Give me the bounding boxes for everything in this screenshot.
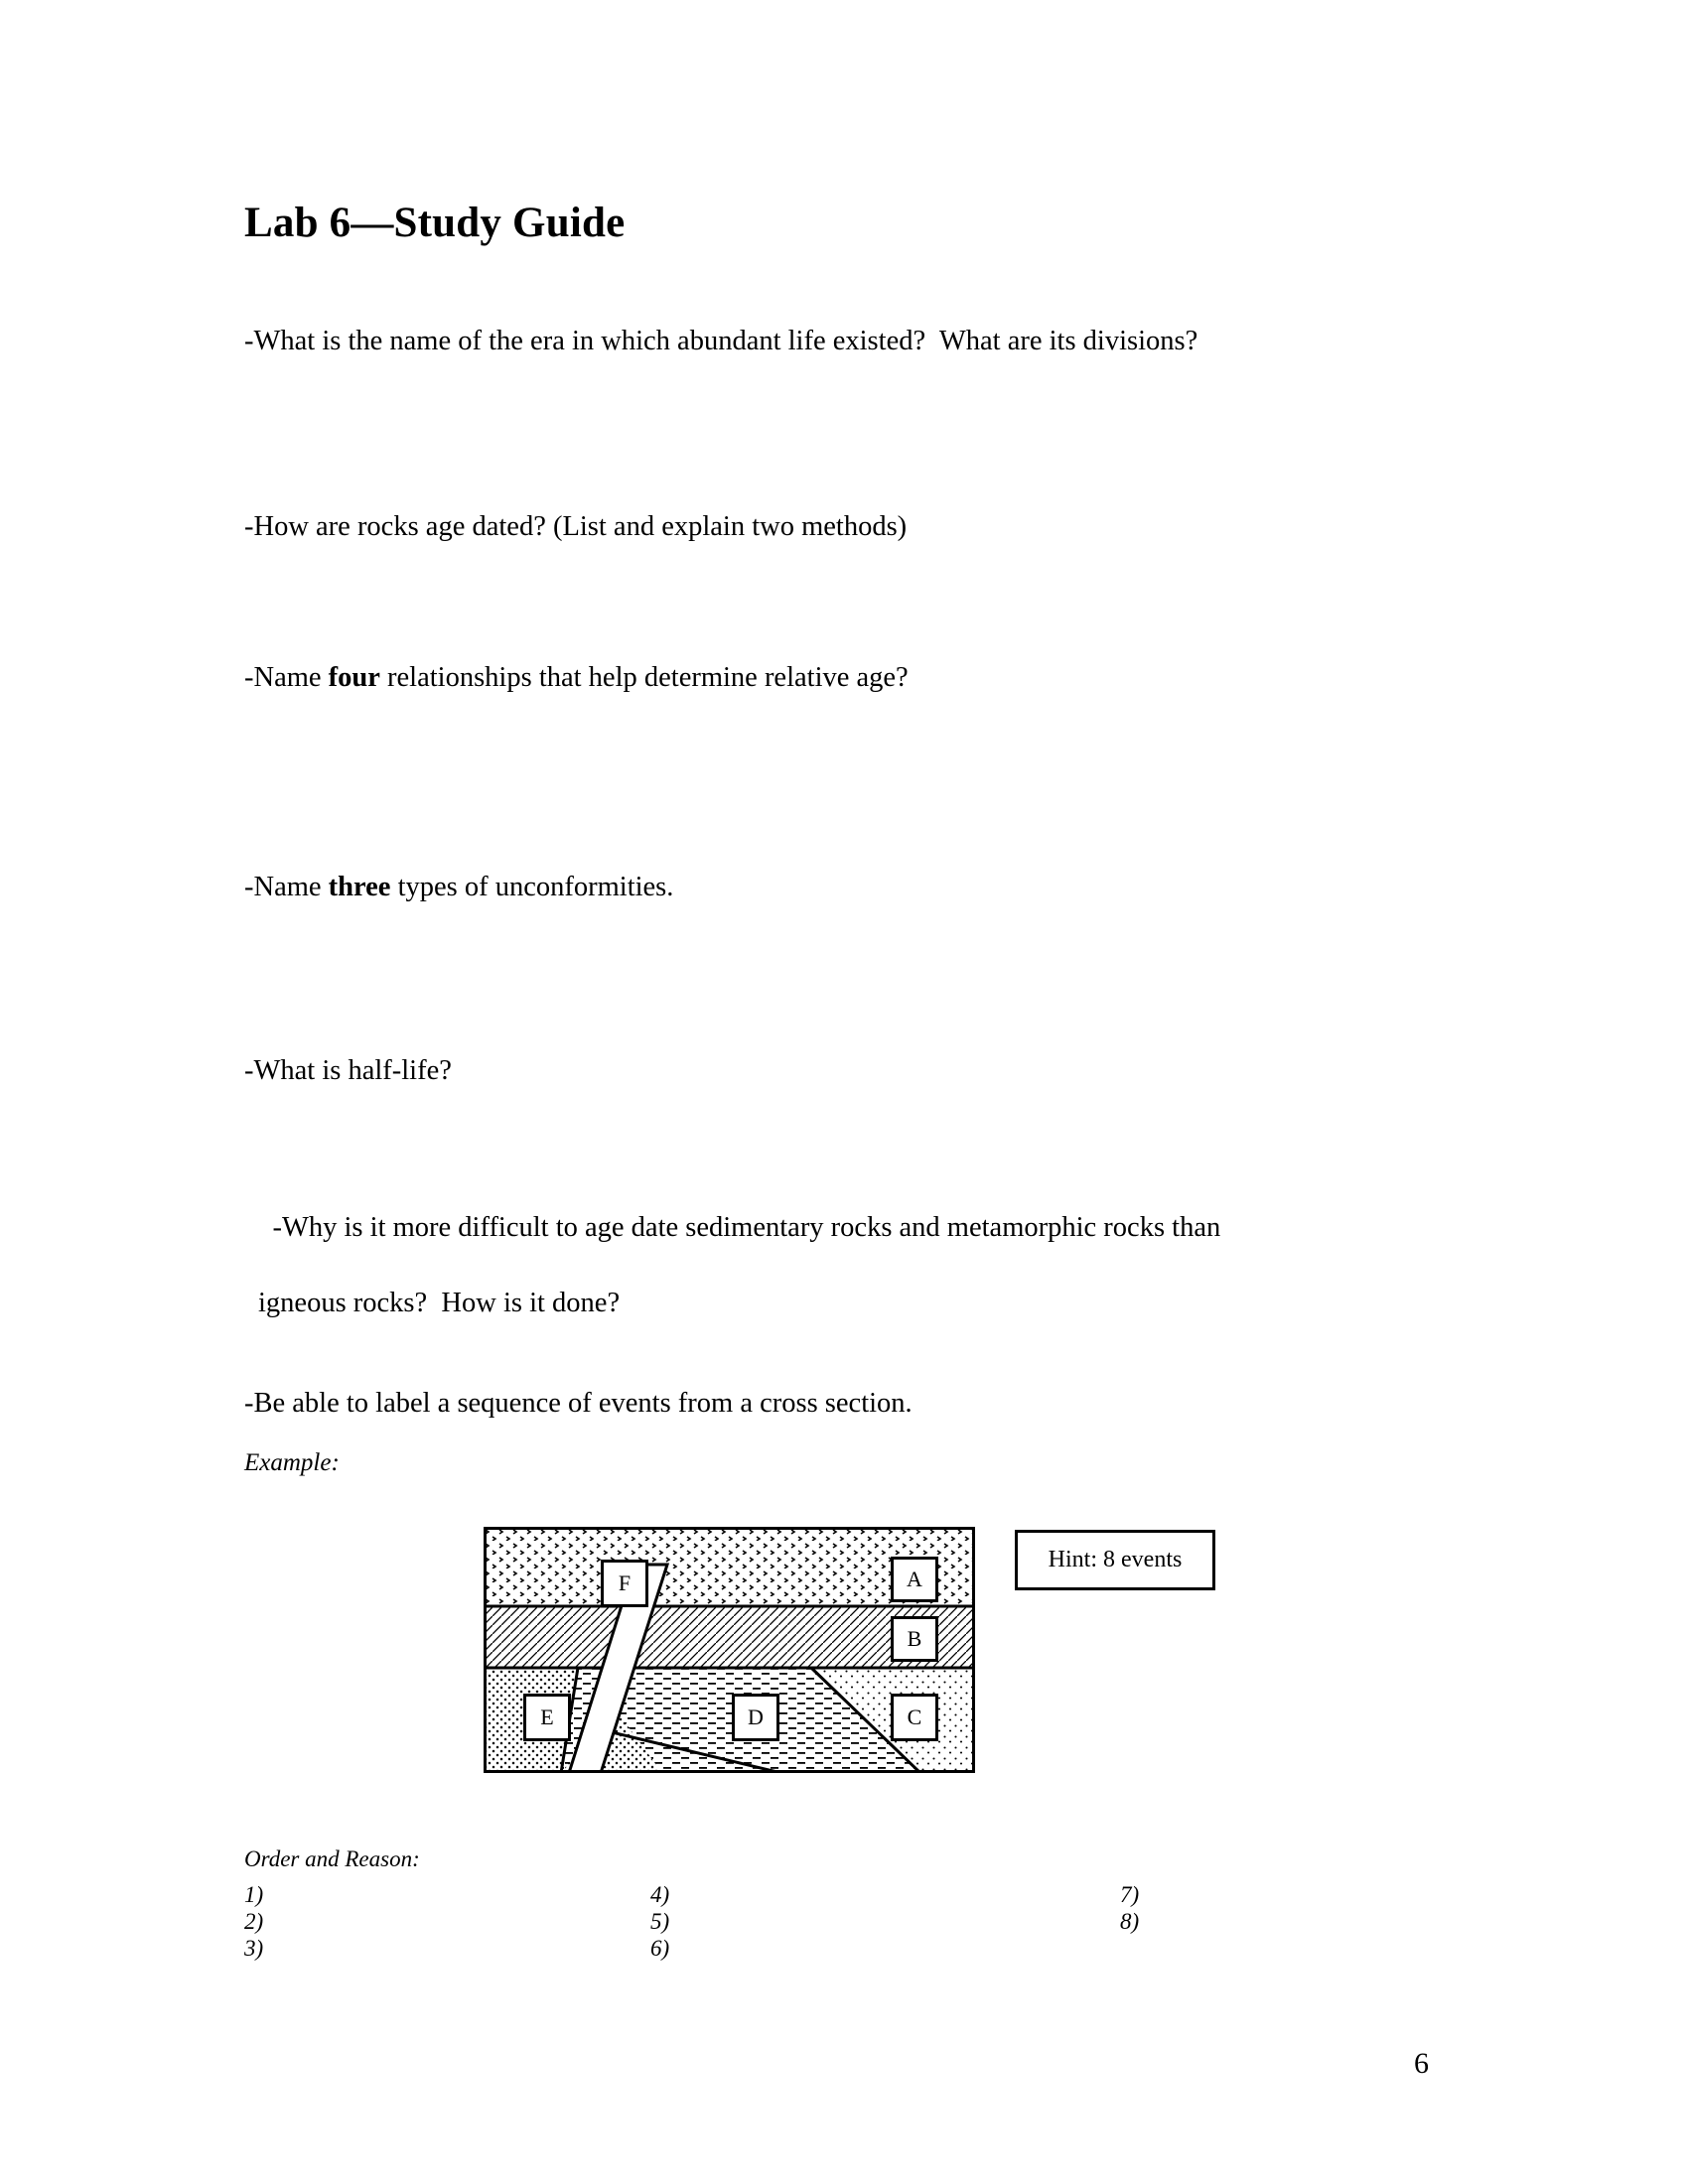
order-item: 3) [244,1936,264,1961]
order-item: 8) [1120,1909,1140,1934]
question-label-sequence: -Be able to label a sequence of events from a cross section. [244,1388,913,1419]
diagram-label-b: B [891,1616,938,1662]
order-item: 6) [650,1936,670,1961]
order-column-2 [650,1881,669,1962]
diagram-label-e: E [523,1694,571,1741]
diagram-label-f: F [601,1560,648,1607]
order-column-3 [1120,1881,1139,1935]
order-and-reason-title: Order and Reason: [244,1846,420,1871]
question-relative-age-relationships [244,659,909,697]
diagram-label-c: C [891,1694,938,1741]
question-line-1: -Why is it more difficult to age date sedimentary rocks and metamorphic rocks than [272,1212,1221,1243]
example-label: Example: [244,1449,340,1476]
geologic-cross-section-diagram [484,1527,975,1773]
order-item: 2) [244,1909,264,1934]
diagram-label-d: D [732,1694,779,1741]
order-item: 5) [650,1909,670,1934]
question-emphasis-three: three [328,872,391,902]
order-item: 1) [244,1882,264,1907]
order-item: 4) [650,1882,670,1907]
question-suffix: relationships that help determine relative age? [379,662,909,693]
question-age-dating-difficulty [244,1171,1416,1398]
question-emphasis-four: four [328,662,380,693]
question-line-2: igneous rocks? How is it done? [258,1288,621,1318]
question-half-life: -What is half-life? [244,1055,452,1086]
question-prefix: -Name [244,872,329,902]
page-number: 6 [1414,2047,1429,2080]
page-title: Lab 6—Study Guide [244,200,626,246]
order-item: 7) [1120,1882,1140,1907]
question-era-divisions: -What is the name of the era in which abundant life existed? What are its divisions? [244,326,1198,356]
order-column-1 [244,1881,263,1962]
question-age-dating-methods: -How are rocks age dated? (List and explain two methods) [244,511,908,542]
question-prefix: -Name [244,662,329,693]
question-unconformity-types [244,869,673,906]
hint-box: Hint: 8 events [1015,1530,1215,1590]
diagram-label-a: A [891,1557,938,1602]
question-suffix: types of unconformities. [390,872,674,902]
